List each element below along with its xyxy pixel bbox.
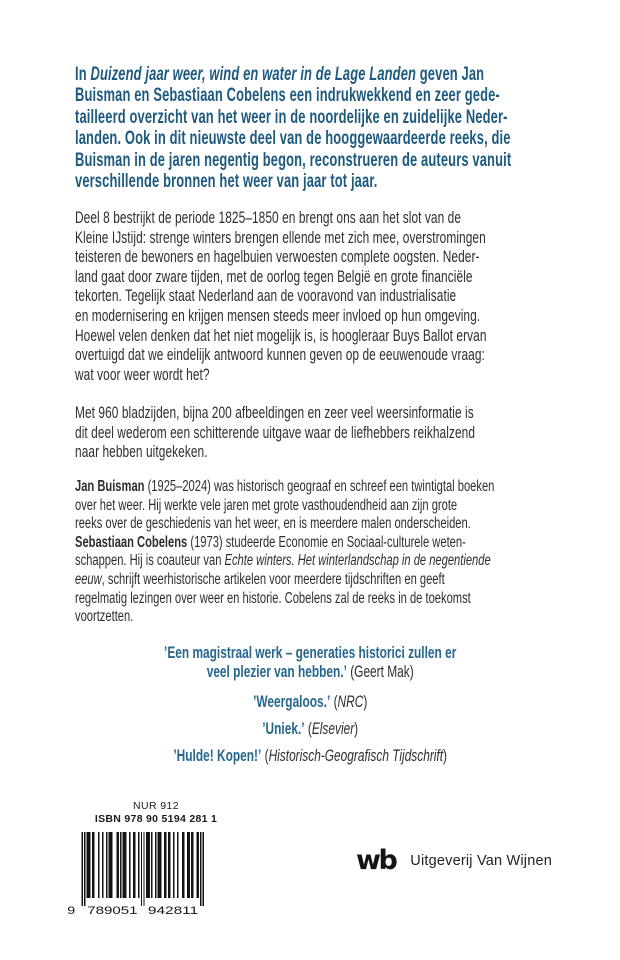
book-title-italic: Duizend jaar weer, wind en water in de Lage Landen <box>90 64 417 85</box>
publisher-name: Uitgeverij Van Wijnen <box>410 853 553 869</box>
intro-paragraph <box>75 64 546 192</box>
bio-text: (1925–2024) was historisch geograaf en schreef een twintigtal boeken <box>144 478 495 495</box>
publisher-logo: wb <box>356 845 396 876</box>
text-line <box>75 478 545 497</box>
authors-bio-paragraph <box>75 478 545 627</box>
quote-text: ’Weergaloos.’ <box>253 692 331 711</box>
text-line: Hoewel velen denken dat het niet mogelijk is, is hoogleraar Buys Ballot ervan <box>75 325 487 345</box>
text-line: landen. Ook in dit nieuwste deel van de hooggewaardeerde reeks, die <box>75 128 511 150</box>
text-line: tailleerd overzicht van het weer in de noordelijke en zuidelijke Neder- <box>75 106 508 128</box>
text-line: overtuigd dat we eindelijk antwoord kunnen geven op de eeuwenoude vraag: <box>75 345 485 365</box>
intro-text: In <box>75 64 91 85</box>
text-line: tekorten. Tegelijk staat Nederland aan de vooravond van industrialisatie <box>75 286 457 306</box>
text-line <box>75 534 545 553</box>
quote-attribution: ) <box>354 719 359 738</box>
quote-attribution: ) <box>443 746 448 765</box>
text-line: Met 960 bladzijden, bijna 200 afbeeldingen en zeer veel weersinformatie is <box>75 403 474 422</box>
text-line <box>75 746 545 765</box>
barcode-meta <box>80 800 232 826</box>
quote-source-italic: Elsevier <box>311 719 355 738</box>
quote-text: ’Hulde! Kopen!’ <box>173 746 262 765</box>
ean13-barcode <box>66 830 204 916</box>
text-line: Buisman en Sebastiaan Cobelens een indrukwekkend en zeer gede- <box>75 85 500 107</box>
svg-text:789051: 789051 <box>87 904 138 916</box>
bio-text: , schrijft weerhistorische artikelen voor meerdere tijdschriften en geeft <box>101 570 445 588</box>
quote-attribution: ( <box>304 719 312 738</box>
quote-nrc <box>75 692 545 711</box>
text-line: regelmatig lezingen over weer en historie. Cobelens zal de reeks in de toekomst <box>75 589 471 607</box>
text-line: reeks over de geschiedenis van het weer, en is meerdere malen onderscheiden. <box>75 515 471 533</box>
text-line: verschillende bronnen het weer van jaar tot jaar. <box>75 171 378 193</box>
publisher-block <box>356 845 552 877</box>
synopsis-paragraph <box>75 208 545 384</box>
text-line: Buisman in de jaren negentig begon, reconstrueren de auteurs vanuit <box>75 149 512 171</box>
text-line: ’Een magistraal werk – generaties historici zullen er <box>164 643 457 662</box>
text-line <box>75 719 545 738</box>
quote-tijdschrift <box>75 746 545 765</box>
quote-geert-mak <box>75 643 545 682</box>
quote-text: veel plezier van hebben.’ <box>206 662 347 682</box>
text-line <box>75 662 545 681</box>
text-line: Deel 8 bestrijkt de periode 1825–1850 en brengt ons aan het slot van de <box>75 208 462 227</box>
author-name-buisman: Jan Buisman <box>75 478 145 495</box>
text-line: over het weer. Hij werkte vele jaren met grote vasthoudendheid aan zijn grote <box>75 496 458 514</box>
svg-text:9: 9 <box>67 904 76 916</box>
text-line: naar hebben uitgekeken. <box>75 442 208 462</box>
text-line: dit deel wederom een schitterende uitgave waar de liefhebbers reikhalzend <box>75 422 476 442</box>
quote-attribution: (Geert Mak) <box>346 662 414 682</box>
text-line: Kleine IJstijd: strenge winters brengen ellende met zich mee, overstromingen <box>75 227 486 247</box>
bio-text: schappen. Hij is coauteur van <box>75 552 225 570</box>
text-line: en modernisering en krijgen mensen steeds meer invloed op hun omgeving. <box>75 305 481 325</box>
text-line: teisteren de bewoners en hagelbuien verwoesten complete oogsten. Neder- <box>75 247 480 267</box>
quote-attribution: ( <box>261 746 269 765</box>
author-name-cobelens: Sebastiaan Cobelens <box>75 533 188 551</box>
quote-source-italic: NRC <box>337 692 364 711</box>
book-title-italic: eeuw <box>75 570 102 588</box>
text-line: wat voor weer wordt het? <box>75 364 210 384</box>
book-title-italic: Echte winters. Het winterlandschap in de negentiende <box>224 552 491 570</box>
text-line <box>75 571 545 590</box>
quote-elsevier <box>75 719 545 738</box>
bio-text: (1973) studeerde Economie en Sociaal-culturele weten- <box>187 533 466 551</box>
intro-text: geven Jan <box>416 64 485 85</box>
text-line: voortzetten. <box>75 608 134 626</box>
isbn-number: ISBN 978 90 5194 281 1 <box>94 813 218 825</box>
svg-text:942811: 942811 <box>147 904 199 916</box>
text-line: land gaat door zware tijden, met de oorlog tegen België en grote financiële <box>75 266 473 286</box>
quote-text: ’Uniek.’ <box>262 719 305 738</box>
edition-note-paragraph <box>75 403 545 462</box>
nur-code: NUR 912 <box>133 800 179 812</box>
quote-attribution: ( <box>330 692 338 711</box>
text-line <box>75 64 546 85</box>
text-line <box>75 552 545 571</box>
text-line <box>75 692 545 711</box>
quote-source-italic: Historisch-Geografisch Tijdschrift <box>268 746 444 765</box>
quote-attribution: ) <box>363 692 368 711</box>
